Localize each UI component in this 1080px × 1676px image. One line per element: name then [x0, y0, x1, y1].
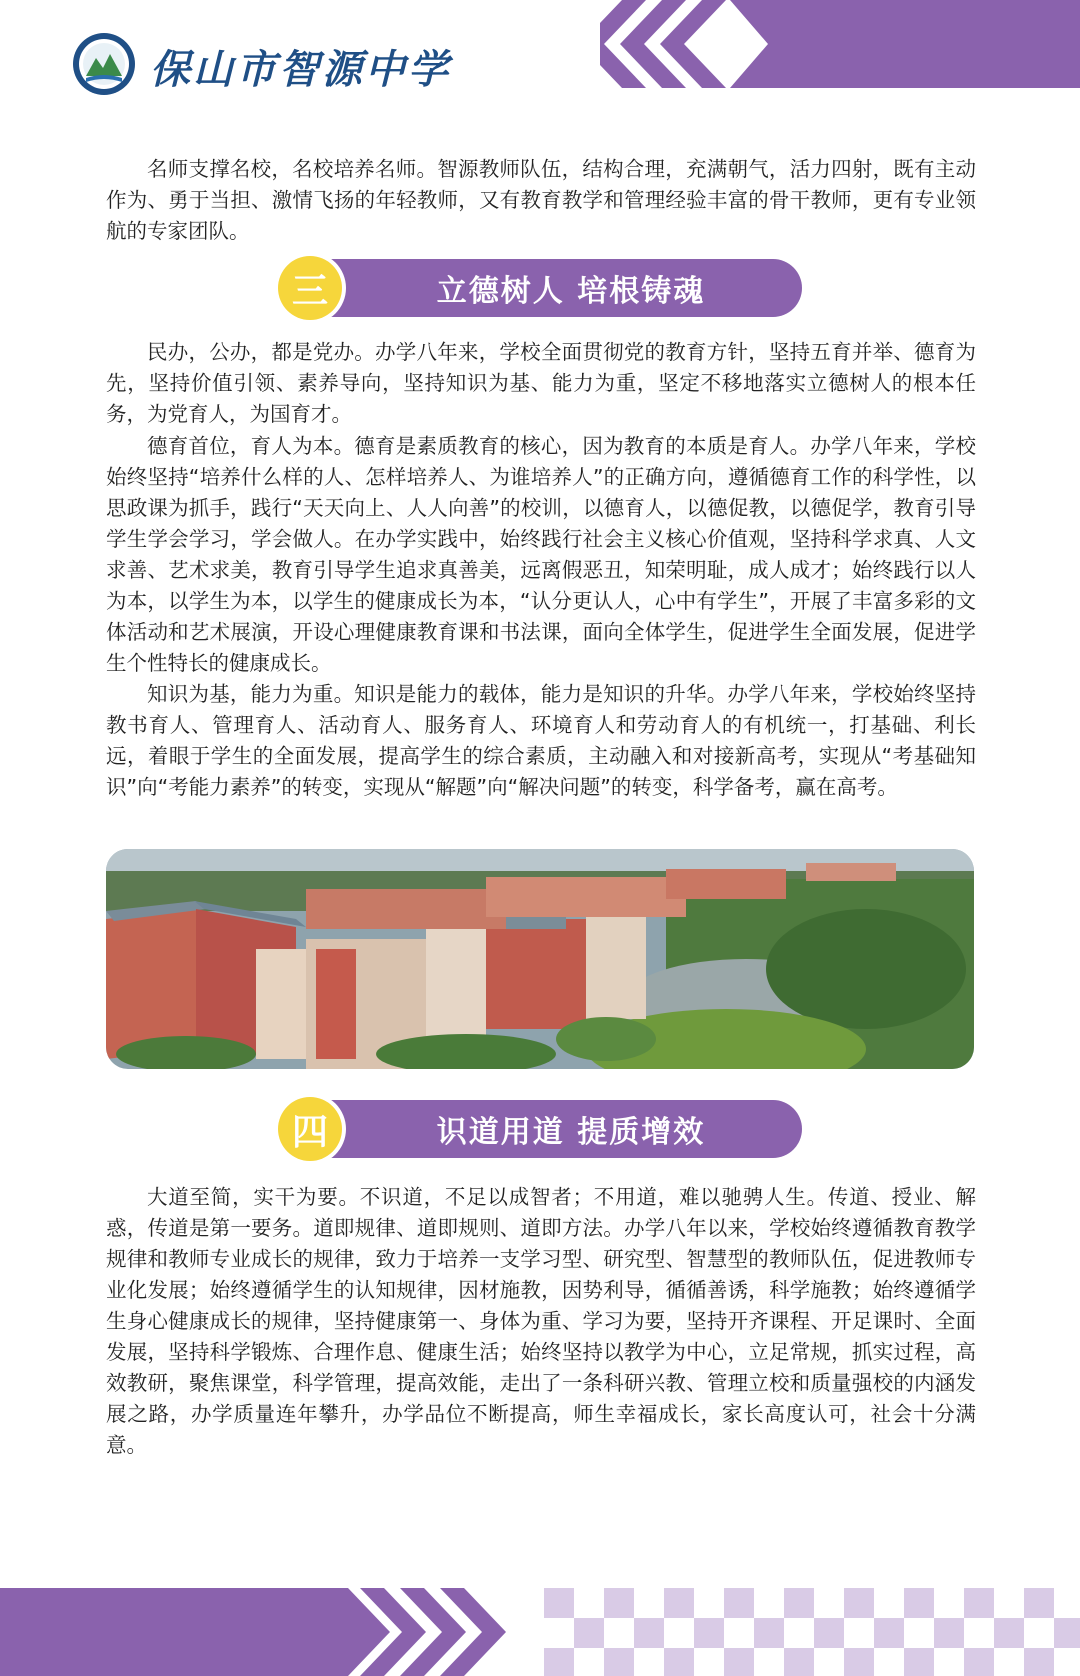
section-3-paragraph-3: 知识为基，能力为重。知识是能力的载体，能力是知识的升华。办学八年来，学校始终坚持教书育人、管理育人、活动育人、服务育人、环境育人和劳动育人的有机统一，打基础、利长远，着眼于学生的全面发展，提高学生的综合素质，主动融入和对接新高考，实现从“考基础知识”向“考能力素养”的转变，实现从“解题”向“解决问题”的转变，科学备考，赢在高考。 [106, 682, 976, 799]
section-3-title: 立德树人 培根铸魂 [436, 274, 706, 309]
school-name: 保山市智源中学 [150, 46, 451, 93]
intro-paragraph: 名师支撑名校，名校培养名师。智源教师队伍，结构合理，充满朝气，活力四射，既有主动作为、勇于当担、激情飞扬的年轻教师，又有教育教学和管理经验丰富的骨干教师，更有专业领航的专家团队。 [106, 157, 976, 243]
checker-pattern [544, 1588, 1080, 1676]
section-4-number-badge: 四 [278, 1097, 342, 1161]
section-4-paragraph: 大道至简，实干为要。不识道，不足以成智者；不用道，难以驰骋人生。传道、授业、解惑，传道是第一要务。道即规律、道即规则、道即方法。办学八年以来，学校始终遵循教育教学规律和教师专业成长的规律，致力于培养一支学习型、研究型、智慧型的教师队伍，促进教师专业化发展；始终遵循学生的认知规律，因材施教，因势利导，循循善诱，科学施教；始终遵循学生身心健康成长的规律，坚持健康第一、身体为重、学习为要，坚持开齐课程、开足课时、全面发展，坚持科学锻炼、合理作息、健康生活；始终坚持以教学为中心，立足常规，抓实过程，高效教研，聚焦课堂，科学管理，提高效能，走出了一条科研兴教、管理立校和质量强校的内涵发展之路，办学质量连年攀升，办学品位不断提高，师生幸福成长，家长高度认可，社会十分满意。 [106, 1185, 976, 1457]
section-3-paragraph-2: 德育首位，育人为本。德育是素质教育的核心，因为教育的本质是育人。办学八年来，学校始终坚持“培养什么样的人、怎样培养人、为谁培养人”的正确方向，遵循德育工作的科学性，以思政课为抓手，践行“天天向上、人人向善”的校训，以德育人，以德促教，以德促学，教育引导学生学会学习，学会做人。在办学实践中，始终践行社会主义核心价值观，坚持科学求真、人文求善、艺术求美，教育引导学生追求真善美，远离假恶丑，知荣明耻，成人成才；始终践行以人为本，以学生为本，以学生的健康成长为本，“认分更认人，心中有学生”，开展了丰富多彩的文体活动和艺术展演，开设心理健康教育课和书法课，面向全体学生，促进学生全面发展，促进学生个性特长的健康成长。 [106, 434, 976, 675]
school-emblem-icon [72, 32, 136, 96]
section-4-header [278, 1100, 802, 1158]
campus-illustration [106, 849, 974, 1069]
section-3-header [278, 259, 802, 317]
campus-aerial-photo [106, 849, 974, 1069]
page-header [0, 0, 1080, 140]
header-chevron-band [600, 0, 1080, 92]
section-3-number-badge: 三 [278, 256, 342, 320]
section-4-title: 识道用道 提质增效 [436, 1115, 706, 1150]
section-3-paragraph-1: 民办，公办，都是党办。办学八年来，学校全面贯彻党的教育方针，坚持五育并举、德育为先，坚持价值引领、素养导向，坚持知识为基、能力为重，坚定不移地落实立德树人的根本任务，为党育人，为国育才。 [106, 340, 976, 426]
footer-decoration [0, 1588, 1080, 1676]
